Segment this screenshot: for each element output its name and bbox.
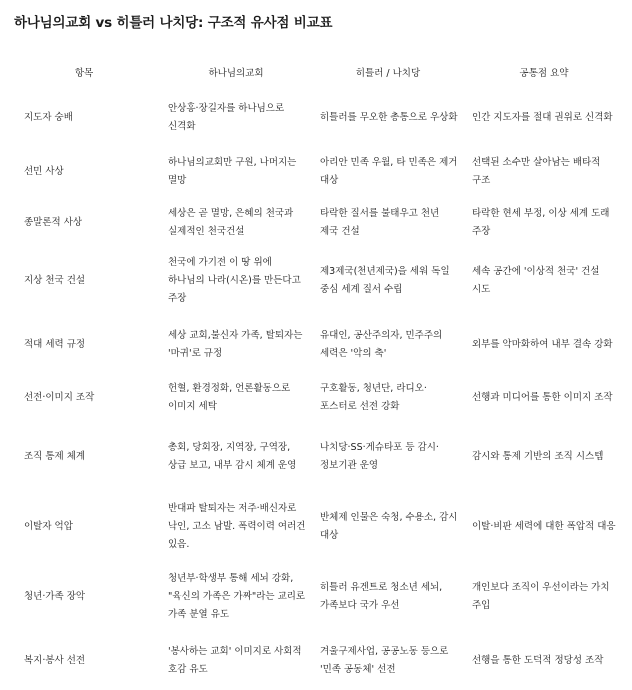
- row-common: 타락한 현세 부정, 이상 세계 도래 주장: [472, 208, 610, 237]
- row-church: 하나님의교회만 구원, 나머지는 멸망: [168, 157, 297, 186]
- row-item: 종말론적 사상: [24, 217, 83, 228]
- header-common: 공통점 요약: [519, 68, 569, 79]
- table-row: [8, 316, 624, 374]
- row-common: 외부를 악마화하여 내부 결속 강화: [472, 339, 613, 350]
- row-church: 반대파 탈퇴자는 저주·배신자로 낙인, 고소 남발. 폭력이력 여러건 있음.: [168, 503, 306, 550]
- row-item: 지상 천국 건설: [24, 275, 86, 286]
- row-common: 선행과 미디어를 통한 이미지 조작: [472, 392, 613, 403]
- row-common: 이탈·비판 세력에 대한 폭압적 대응: [472, 521, 616, 532]
- row-common: 세속 공간에 '이상적 천국' 건설 시도: [472, 266, 600, 295]
- row-item: 선전·이미지 조작: [24, 392, 95, 403]
- row-common: 선행을 통한 도덕적 정당성 조작: [472, 655, 604, 666]
- row-item: 적대 세력 규정: [24, 339, 86, 350]
- row-nazi: 제3제국(천년제국)을 세워 독일 중심 세계 질서 수립: [320, 266, 450, 295]
- row-common: 감시와 통제 기반의 조직 시스템: [472, 451, 604, 462]
- table-row: [8, 374, 624, 422]
- row-nazi: 히틀러 유겐트로 청소년 세뇌, 가족보다 국가 우선: [320, 582, 443, 611]
- row-item: 지도자 숭배: [24, 112, 73, 123]
- row-item: 조직 통제 체계: [24, 451, 86, 462]
- table-row: [8, 492, 624, 562]
- row-item: 선민 사상: [24, 166, 64, 177]
- row-church: 총회, 당회장, 지역장, 구역장, 상급 보고, 내부 감시 체계 운영: [168, 442, 297, 471]
- comparison-table: [8, 56, 624, 690]
- row-church: 청년부·학생부 통해 세뇌 강화, "육신의 가족은 가짜"라는 교리로 가족 분열 유도: [168, 573, 306, 620]
- row-common: 개인보다 조직이 우선이라는 가치 주입: [472, 582, 610, 611]
- table-row: [8, 200, 624, 246]
- page-title: 하나님의교회 vs 히틀러 나치당: 구조적 유사점 비교표: [14, 15, 333, 31]
- table-row: [8, 246, 624, 316]
- row-nazi: 유대인, 공산주의자, 민주주의 세력은 '악의 축': [320, 330, 443, 359]
- table-row: [8, 422, 624, 492]
- header-nazi: 히틀러 / 나치당: [355, 68, 421, 79]
- table-row: [8, 92, 624, 144]
- row-church: 헌혈, 환경정화, 언론활동으로 이미지 세탁: [168, 383, 291, 412]
- row-church: 안상홍·장길자를 하나님으로 신격화: [168, 103, 285, 132]
- row-item: 복지·봉사 선전: [24, 655, 86, 666]
- row-item: 청년·가족 장악: [24, 591, 86, 602]
- table-row: [8, 144, 624, 200]
- row-church: '봉사하는 교회' 이미지로 사회적 호감 유도: [168, 646, 302, 675]
- row-nazi: 반체제 인물은 숙청, 수용소, 감시 대상: [320, 512, 458, 541]
- table-row: [8, 562, 624, 632]
- header-item: 항목: [74, 68, 94, 79]
- row-item: 이탈자 억압: [24, 521, 73, 532]
- row-nazi: 겨울구제사업, 공공노동 등으로 '민족 공동체' 선전: [320, 646, 449, 675]
- row-nazi: 나치당·SS·게슈타포 등 감시·정보기관 운영: [320, 442, 439, 471]
- header-church: 하나님의교회: [208, 68, 264, 79]
- row-church: 세상 교회,불신자 가족, 탈퇴자는 '마귀'로 규정: [168, 330, 303, 359]
- row-church: 천국에 가기전 이 땅 위에 하나님의 나라(시온)를 만든다고 주장: [168, 257, 301, 304]
- row-common: 인간 지도자를 절대 권위로 신격화: [472, 112, 613, 123]
- row-nazi: 구호활동, 청년단, 라디오·포스터로 선전 강화: [320, 383, 427, 412]
- row-common: 선택된 소수만 살아남는 배타적 구조: [472, 157, 601, 186]
- row-church: 세상은 곧 멸망, 은혜의 천국과 실제적인 천국건설: [168, 208, 294, 237]
- row-nazi: 히틀러를 무오한 총통으로 우상화: [320, 112, 458, 123]
- row-nazi: 타락한 질서를 불태우고 천년 제국 건설: [320, 208, 440, 237]
- table-row: [8, 632, 624, 690]
- row-nazi: 아리안 민족 우월, 타 민족은 제거 대상: [320, 157, 458, 186]
- table-header-row: [8, 56, 624, 92]
